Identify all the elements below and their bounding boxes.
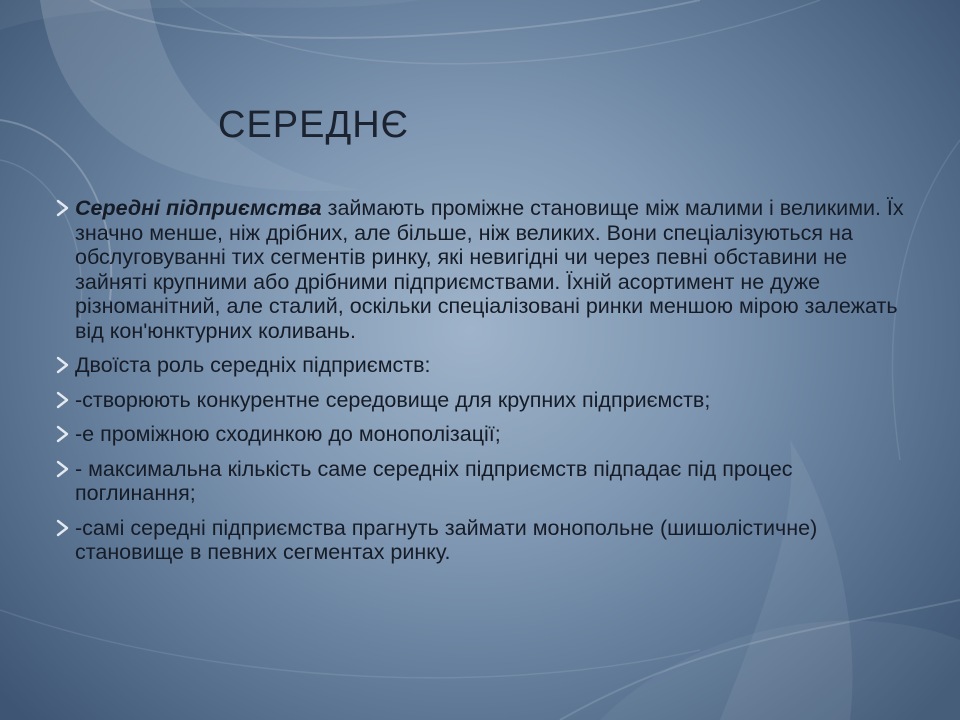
bullet-text: -створюють конкурентне середовище для крупних підприємств; [75,387,711,412]
bullet-item [55,457,905,506]
bullet-item [55,516,905,565]
bullet-text: -самі середні підприємства прагнуть займати монопольне (шишолістичне) становище в певних сегментах ринку. [75,515,818,564]
bullet-text: займають проміжне становище між малими і великими. Їх значно менше, ніж дрібних, але більше, ніж великих. Вони спеціалізуються на обслуговуванні тих сегментів ринку, які невигідні чи через певні обставини не зайняті крупними або дрібними підприємствами. Їхній асортимент не дуже різноманітний, але сталий, оскільки спеціалізовані ринки меншою мірою залежать від кон'юнктурних коливань. [75,196,904,343]
chevron-right-icon [55,517,71,539]
chevron-right-icon [55,458,71,480]
bullet-emphasis-text: Середні підприємства [75,196,322,220]
bullet-text: -е проміжною сходинкою до монополізації; [75,422,501,446]
bullet-item [55,353,905,378]
chevron-right-icon [55,423,71,445]
chevron-right-icon [55,389,71,411]
bullet-text: - максимальна кількість саме середніх підприємств підпадає під процес поглинання; [75,456,793,505]
chevron-right-icon [55,197,71,219]
bullet-text: Двоїста роль середніх підприємств: [75,353,431,377]
bullet-item [55,422,905,447]
bullet-item [55,196,905,343]
chevron-right-icon [55,354,71,376]
bullet-list [55,196,905,575]
slide-title: СЕРЕДНЄ [218,104,409,146]
bullet-item [55,388,905,413]
